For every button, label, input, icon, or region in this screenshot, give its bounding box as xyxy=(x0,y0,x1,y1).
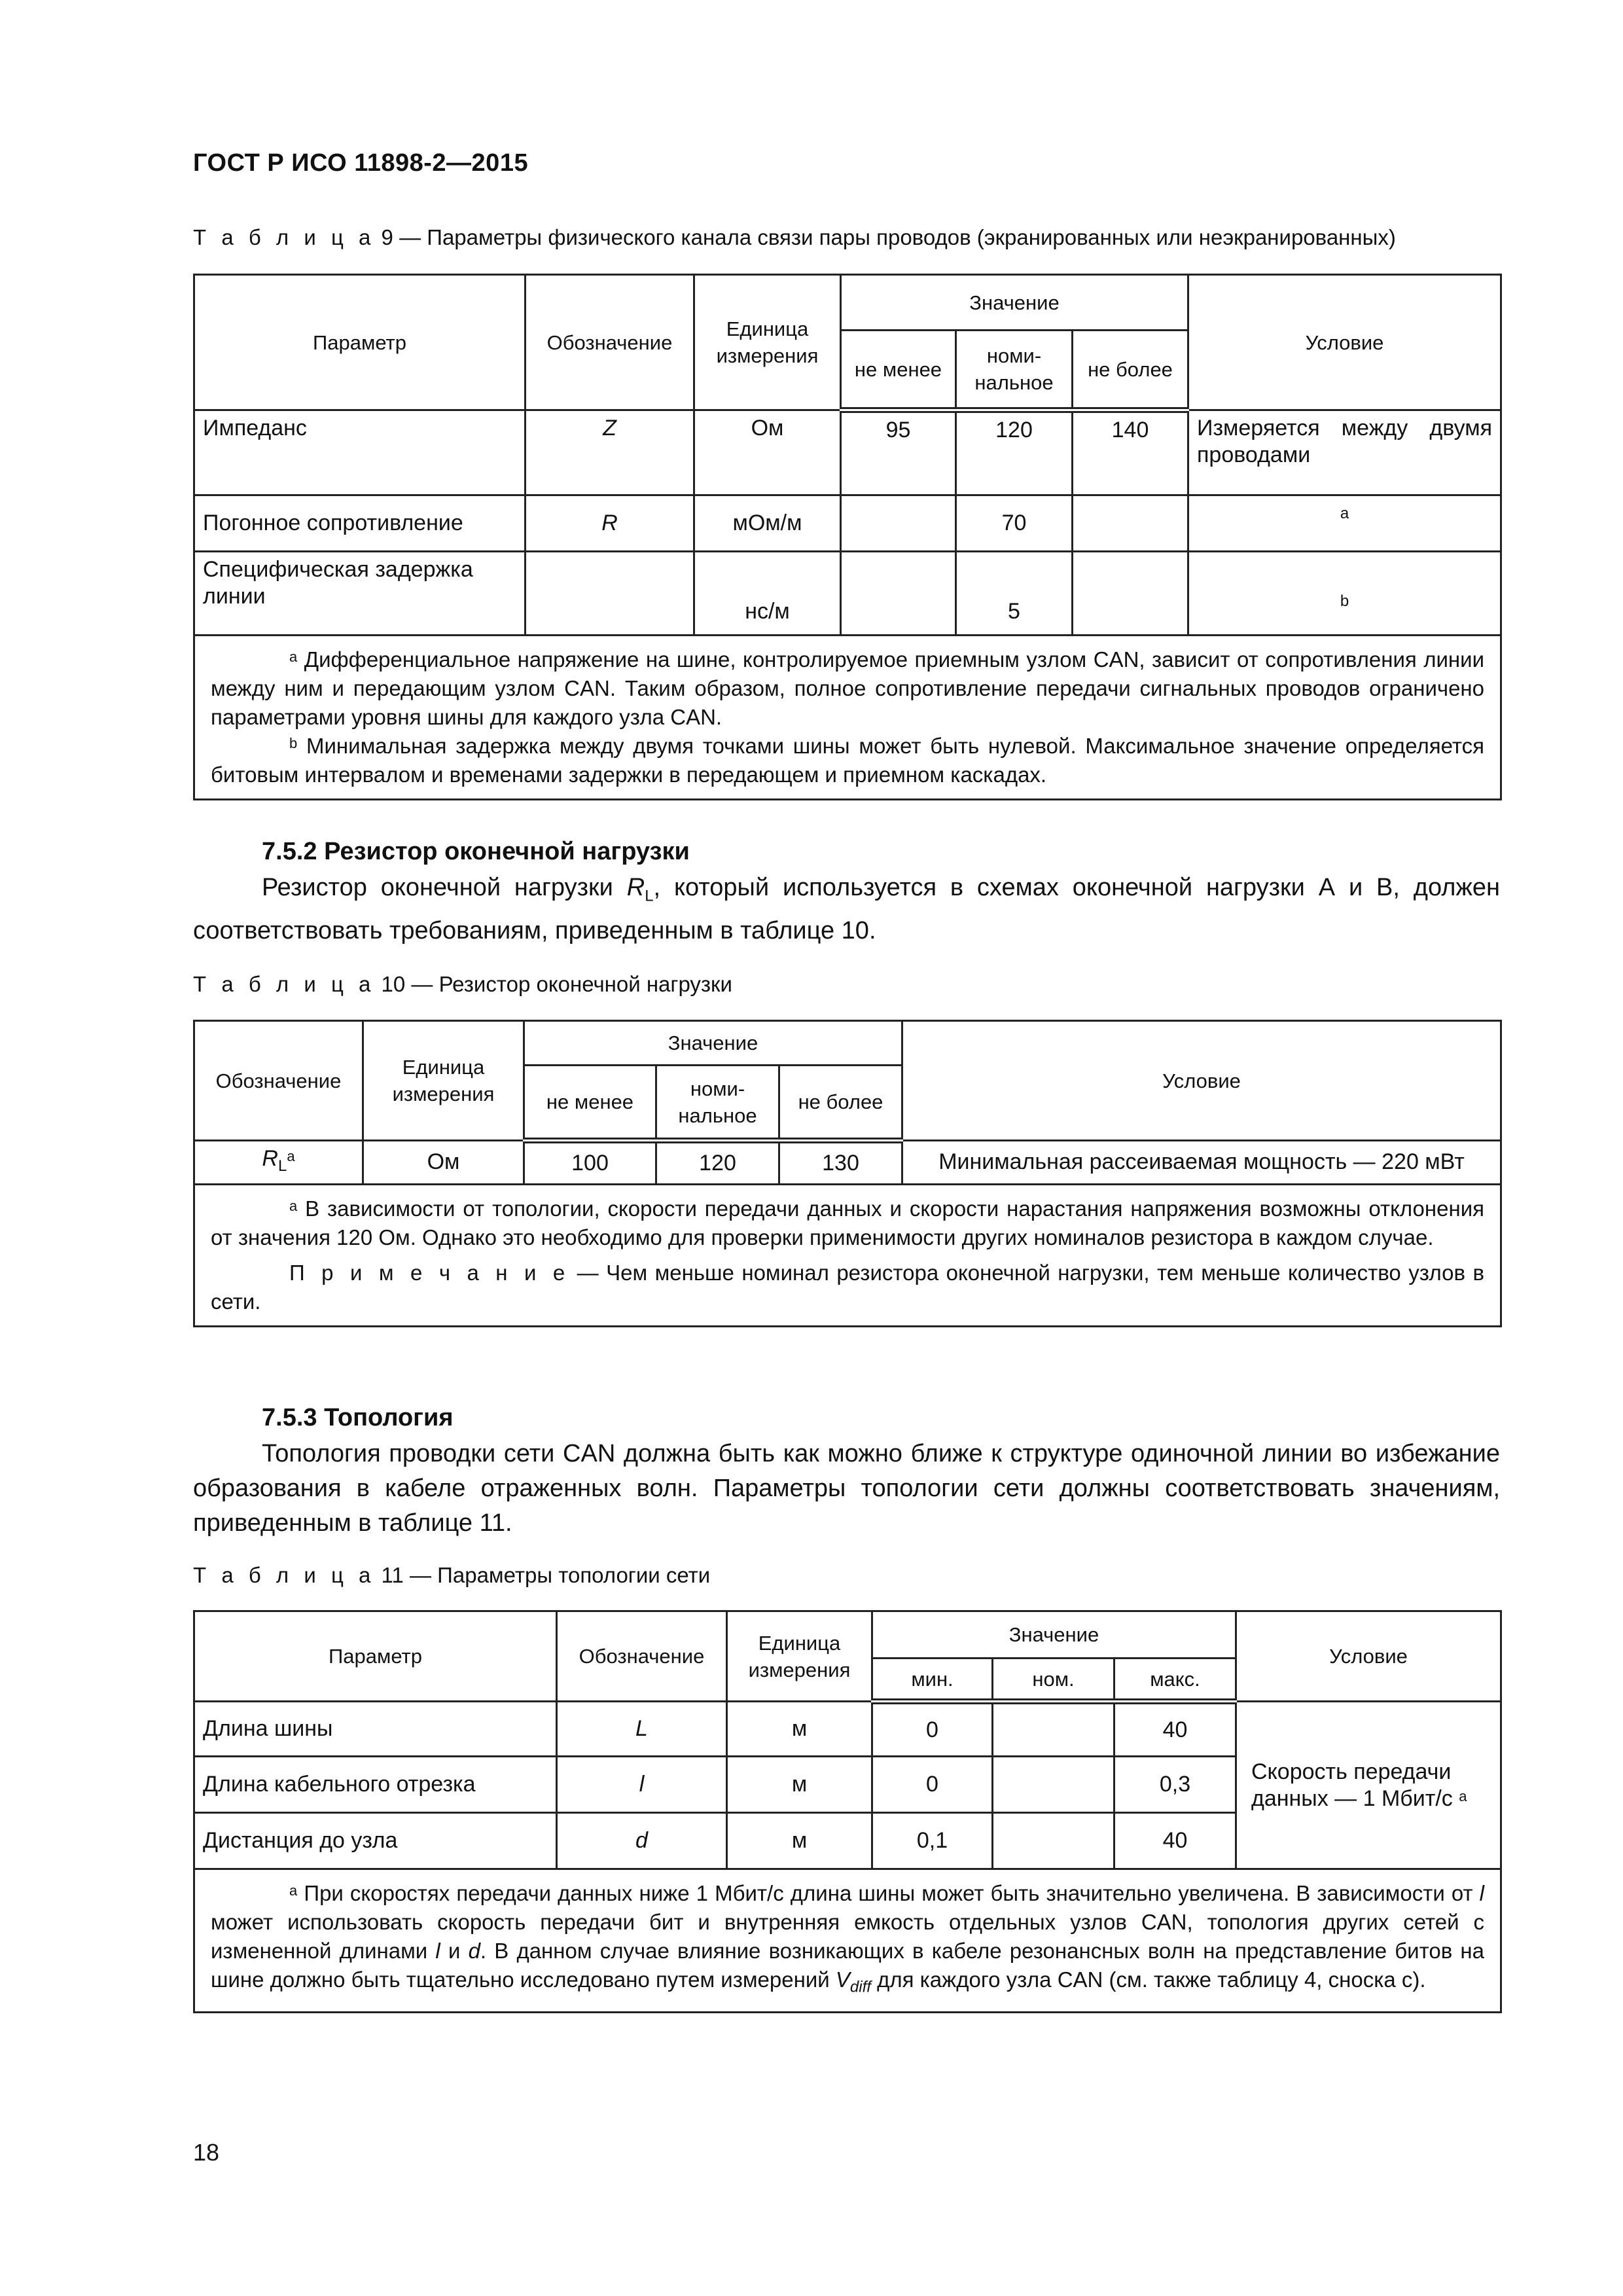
table10-caption-label: Т а б л и ц а xyxy=(193,972,376,996)
footnote-text: для каждого узла CAN (см. также таблицу 4, сноска с). xyxy=(870,1967,1426,1992)
table-cell: 5 xyxy=(956,552,1073,636)
header-symbol: Обозначение xyxy=(526,275,694,410)
footnote-text: Дифференциальное напряжение на шине, контролируемое приемным узлом CAN, зависит от сопротивления линии между ним и передающим узлом CAN. Таким образом, полное сопротивление передачи сигнальных проводов ограничено параметрами уровня шины для каждого узла CAN. xyxy=(211,647,1485,729)
table-11 xyxy=(193,1610,1502,2013)
table-cell: 120 xyxy=(956,410,1073,495)
table-cell: Дистанция до узла xyxy=(194,1813,557,1869)
symbol-d: d xyxy=(468,1939,480,1963)
table-cell: 0,1 xyxy=(872,1813,993,1869)
header-nom: ном. xyxy=(993,1659,1115,1702)
footnote-ref: a xyxy=(1459,1787,1467,1804)
symbol-l: l xyxy=(435,1939,440,1963)
page-number: 18 xyxy=(193,2139,220,2166)
header-min: мин. xyxy=(872,1659,993,1702)
table-cell: Погонное сопротивление xyxy=(194,495,526,552)
table-cell xyxy=(993,1813,1115,1869)
table-cell: Специфическая задержка линии xyxy=(194,552,526,636)
table-10 xyxy=(193,1020,1502,1327)
header-min: не менее xyxy=(841,331,956,410)
table-cell: 40 xyxy=(1115,1702,1236,1757)
note-text: — Чем меньше номинал резистора оконечной нагрузки, тем меньше количество узлов в сети. xyxy=(211,1260,1484,1314)
table-cell: м xyxy=(727,1702,872,1757)
table-cell: R xyxy=(526,495,694,552)
table-cell xyxy=(993,1757,1115,1813)
table-cell: 70 xyxy=(956,495,1073,552)
table-cell: Ом xyxy=(694,410,841,495)
header-param: Параметр xyxy=(194,275,526,410)
section-7-5-3-title: 7.5.3 Топология xyxy=(262,1404,454,1431)
table-cell: 0 xyxy=(872,1702,993,1757)
header-value: Значение xyxy=(872,1611,1236,1659)
table-cell: 0,3 xyxy=(1115,1757,1236,1813)
table-cell: Измеряется между двумя проводами xyxy=(1188,410,1501,495)
symbol-v: V xyxy=(835,1967,850,1992)
table9-footnotes xyxy=(194,636,1501,800)
table11-caption-label: Т а б л и ц а xyxy=(193,1563,376,1587)
table-cell: Z xyxy=(526,410,694,495)
note-label: П р и м е ч а н и е xyxy=(289,1260,570,1285)
table-cell: 95 xyxy=(841,410,956,495)
table9-caption-label: Т а б л и ц а xyxy=(193,225,376,249)
table-cell xyxy=(993,1702,1115,1757)
section-7-5-3-text: Топология проводки сети CAN должна быть как можно ближе к структуре одиночной линии во избежание образования в кабеле отраженных волн. Параметры топологии сети должны соответствовать значениям, приведенным в таблице 11. xyxy=(193,1440,1500,1537)
document-header: ГОСТ Р ИСО 11898-2—2015 xyxy=(193,149,529,177)
symbol-r: R xyxy=(626,874,645,901)
table-cell: Длина шины xyxy=(194,1702,557,1757)
footnote-mark: a xyxy=(289,1882,298,1899)
header-max: не более xyxy=(779,1066,902,1141)
header-value: Значение xyxy=(524,1021,902,1066)
header-max: макс. xyxy=(1115,1659,1236,1702)
footnote-ref: a xyxy=(1188,495,1501,552)
footnote-text: и xyxy=(440,1939,469,1963)
header-unit: Единица измерения xyxy=(694,275,841,410)
section-7-5-2-title: 7.5.2 Резистор оконечной нагрузки xyxy=(262,838,690,865)
footnote-text: . В данном случае влияние возникающих в кабеле резонансных волн на представление битов на шине должно быть тщательно исследовано путем измерений xyxy=(211,1939,1484,1992)
footnote-ref: b xyxy=(1188,552,1501,636)
footnote-text: Минимальная задержка между двумя точками шины может быть нулевой. Максимальное значение определяется битовым интервалом и временами задержки в передающем и приемном каскадах. xyxy=(211,734,1484,787)
table-cell xyxy=(1073,552,1188,636)
footnote-mark: a xyxy=(289,649,298,665)
section-7-5-2-text xyxy=(193,870,1500,948)
header-condition: Условие xyxy=(902,1021,1501,1141)
table-cell: м xyxy=(727,1813,872,1869)
table-cell xyxy=(841,495,956,552)
header-unit: Единица измерения xyxy=(727,1611,872,1702)
table-cell: d xyxy=(557,1813,727,1869)
header-param: Параметр xyxy=(194,1611,557,1702)
footnote-a xyxy=(211,1194,1484,1252)
footnote-b xyxy=(211,732,1484,789)
table11-caption xyxy=(193,1563,710,1588)
table-cell xyxy=(194,1141,363,1185)
table10-caption xyxy=(193,972,732,997)
footnote-a xyxy=(211,1879,1484,2002)
header-symbol: Обозначение xyxy=(194,1021,363,1141)
table-cell xyxy=(1073,495,1188,552)
table10-caption-text: 10 — Резистор оконечной нагрузки xyxy=(381,972,732,996)
table9-caption xyxy=(193,225,1396,250)
table-cell: мОм/м xyxy=(694,495,841,552)
footnote-text: может использовать скорость передачи бит и внутренняя емкость отдельных узлов CAN, топология других сетей с измененной длинами xyxy=(211,1910,1484,1963)
header-condition: Условие xyxy=(1236,1611,1501,1702)
table-cell: м xyxy=(727,1757,872,1813)
table-cell: 130 xyxy=(779,1141,902,1185)
symbol-r: R xyxy=(262,1146,278,1171)
table-cell: Ом xyxy=(363,1141,524,1185)
table-cell: 100 xyxy=(524,1141,656,1185)
table-cell: Импеданс xyxy=(194,410,526,495)
text-span: Резистор оконечной нагрузки xyxy=(262,874,627,901)
header-min: не менее xyxy=(524,1066,656,1141)
table-cell: L xyxy=(557,1702,727,1757)
table-cell: l xyxy=(557,1757,727,1813)
table10-note xyxy=(211,1259,1484,1316)
symbol-l: l xyxy=(1479,1881,1485,1905)
table-cell xyxy=(841,552,956,636)
header-value: Значение xyxy=(841,275,1188,331)
table-cell xyxy=(526,552,694,636)
condition-text: Скорость передачи данных — 1 Мбит/с xyxy=(1251,1759,1453,1811)
header-max: не более xyxy=(1073,331,1188,410)
footnote-mark: a xyxy=(289,1197,298,1214)
table9-caption-text: 9 — Параметры физического канала связи пары проводов (экранированных или неэкранированных) xyxy=(381,225,1396,249)
table-cell: 140 xyxy=(1073,410,1188,495)
footnote-ref: a xyxy=(287,1148,295,1164)
symbol-sub: diff xyxy=(849,1978,871,1996)
footnote-text: При скоростях передачи данных ниже 1 Мбит/с длина шины может быть значительно увеличена. В зависимости от xyxy=(304,1881,1480,1905)
text-span: , который используется в схемах оконечной нагрузки А и В, должен соответствовать требованиям, приведенным в таблице 10. xyxy=(193,874,1500,944)
table11-condition xyxy=(1236,1702,1501,1869)
table-9 xyxy=(193,274,1502,800)
table-cell: Длина кабельного отрезка xyxy=(194,1757,557,1813)
table11-footnotes xyxy=(194,1869,1501,2013)
header-condition: Условие xyxy=(1188,275,1501,410)
footnote-a xyxy=(211,645,1484,732)
table-cell: Минимальная рассеиваемая мощность — 220 мВт xyxy=(902,1141,1501,1185)
table10-footnotes xyxy=(194,1184,1501,1326)
footnote-text: В зависимости от топологии, скорости передачи данных и скорости нарастания напряжения возможны отклонения от значения 120 Ом. Однако это необходимо для проверки применимости других номиналов резистора в каждом случае. xyxy=(211,1196,1484,1249)
header-unit: Единица измерения xyxy=(363,1021,524,1141)
header-nom: номи-нальное xyxy=(956,331,1073,410)
symbol-sub: L xyxy=(645,887,654,905)
table-cell: 120 xyxy=(656,1141,779,1185)
header-nom: номи-нальное xyxy=(656,1066,779,1141)
footnote-mark: b xyxy=(289,735,298,751)
table11-caption-text: 11 — Параметры топологии сети xyxy=(381,1563,711,1587)
header-symbol: Обозначение xyxy=(557,1611,727,1702)
table-cell: 0 xyxy=(872,1757,993,1813)
symbol-sub: L xyxy=(277,1157,287,1175)
table-cell: нс/м xyxy=(694,552,841,636)
table-cell: 40 xyxy=(1115,1813,1236,1869)
